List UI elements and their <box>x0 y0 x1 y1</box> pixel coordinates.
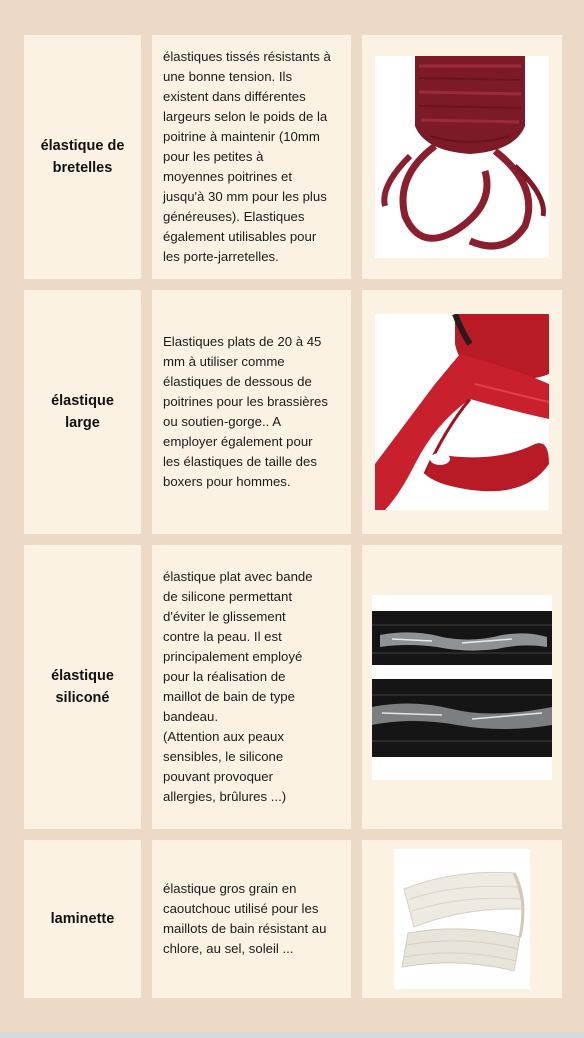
row-3-name: élastique siliconé <box>51 668 114 706</box>
row-2-name-cell <box>24 290 141 534</box>
row-3-description: élastique plat avec bande de silicone permettant d'éviter le glissement contre la peau. Il est principalement employé pour la réalisation de maillot de bain de type bandeau. (Attention aux peaux sensibles, le silicone pouvant provoquer allergies, brûlures ...) <box>163 569 313 804</box>
burgundy-elastic-spool-photo <box>375 56 549 258</box>
white-laminette-elastic-photo <box>394 849 530 989</box>
row-2-description-cell <box>152 290 351 534</box>
row-2-name: élastique large <box>51 393 114 431</box>
black-silicone-elastic-photo <box>372 595 552 780</box>
row-1-description-cell <box>152 35 351 279</box>
row-1-name-cell <box>24 35 141 279</box>
page-bottom-edge <box>0 1032 584 1038</box>
row-1-name: élastique de bretelles <box>40 138 125 176</box>
row-3-name-cell <box>24 545 141 829</box>
row-2-image-cell <box>362 290 562 534</box>
row-4-image-cell <box>362 840 562 998</box>
red-wide-elastic-photo <box>375 314 549 510</box>
row-4-name-cell <box>24 840 141 998</box>
row-1-image-cell <box>362 35 562 279</box>
row-4-description: élastique gros grain en caoutchouc utilisé pour les maillots de bain résistant au chlore, au sel, soleil ... <box>163 881 327 956</box>
row-4-name: laminette <box>50 911 115 927</box>
row-4-description-cell <box>152 840 351 998</box>
row-3-description-cell <box>152 545 351 829</box>
row-3-image-cell <box>362 545 562 829</box>
row-1-description: élastiques tissés résistants à une bonne tension. Ils existent dans différentes largeurs selon le poids de la poitrine à maintenir (10mm pour les petites à moyennes poitrines et jusqu'à 30 mm pour les plus généreuses). Elastiques également utilisables pour les porte-jarretelles. <box>163 49 331 264</box>
row-2-description: Elastiques plats de 20 à 45 mm à utiliser comme élastiques de dessous de poitrines pour les brassières ou soutien-gorge.. A employer également pour les élastiques de taille des boxers pour hommes. <box>163 334 328 489</box>
